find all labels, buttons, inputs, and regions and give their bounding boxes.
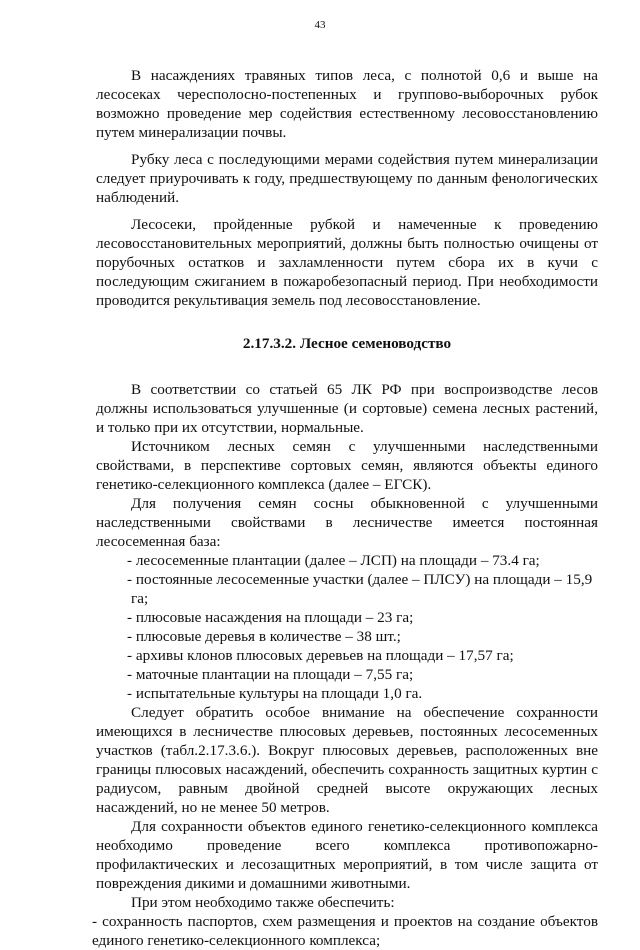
- paragraph: Источником лесных семян с улучшенными наследственными свойствами, в перспективе сортовых семян, являются объекты единого генетико-селекционного комплекса (далее – ЕГСК).: [96, 438, 598, 493]
- list-item: - маточные плантации на площади – 7,55 га;: [127, 666, 414, 683]
- list-item: - постоянные лесосеменные участки (далее – ПЛСУ) на площади – 15,9 га;: [127, 571, 593, 607]
- section-heading: 2.17.3.2. Лесное семеноводство: [242, 335, 452, 352]
- list-item: - плюсовые насаждения на площади – 23 га;: [127, 609, 414, 626]
- paragraph: В соответствии со статьей 65 ЛК РФ при воспроизводстве лесов должны использоваться улучшенные (и сортовые) семена лесных растений, и только при их отсутствии, нормальные.: [96, 381, 598, 436]
- paragraph: Для получения семян сосны обыкновенной с улучшенными наследственными свойствами в лесничестве имеется постоянная лесосеменная база:: [96, 495, 598, 550]
- list-item: - сохранность паспортов, схем размещения и проектов на создание объектов единого генетико-селекционного комплекса;: [92, 913, 598, 949]
- paragraph: Следует обратить особое внимание на обеспечение сохранности имеющихся в лесничестве плюсовых деревьев, постоянных лесосеменных участков (табл.2.17.3.6.). Вокруг плюсовых деревьев, расположенных вне границы плюсовых насаждений, обеспечить сохранность защитных куртин с радиусом, равным двойной средней высоте окружающих лесных насаждений, но не менее 50 метров.: [96, 704, 598, 816]
- list-item: - испытательные культуры на площади 1,0 га.: [127, 685, 423, 702]
- paragraph: Для сохранности объектов единого генетико-селекционного комплекса необходимо проведение всего комплекса противопожарно-профилактических и лесозащитных мероприятий, в том числе защита от повреждения дикими и домашними животными.: [96, 818, 598, 892]
- paragraph: При этом необходимо также обеспечить:: [131, 894, 395, 911]
- paragraph: Лесосеки, пройденные рубкой и намеченные к проведению лесовосстановительных мероприятий, должны быть полностью очищены от порубочных остатков и захламленности путем сбора их в кучи с последующим сжиганием в пожаробезопасный период. При необходимости проводится рекультивация земель под лесовосстановление.: [96, 216, 598, 309]
- paragraph: В насаждениях травяных типов леса, с полнотой 0,6 и выше на лесосеках чересполосно-постепенных и группово-выборочных рубок возможно проведение мер содействия естественному лесовосстановлению путем минерализации почвы.: [96, 67, 598, 141]
- document-body: [92, 66, 598, 950]
- paragraph: Рубку леса с последующими мерами содействия путем минерализации следует приурочивать к году, предшествующему по данным фенологических наблюдений.: [96, 151, 598, 206]
- page-number: 43: [314, 19, 326, 31]
- list-item: - плюсовые деревья в количестве – 38 шт.;: [127, 628, 401, 645]
- list-item: - лесосеменные плантации (далее – ЛСП) на площади – 73.4 га;: [127, 552, 540, 569]
- list-item: - архивы клонов плюсовых деревьев на площади – 17,57 га;: [127, 647, 514, 664]
